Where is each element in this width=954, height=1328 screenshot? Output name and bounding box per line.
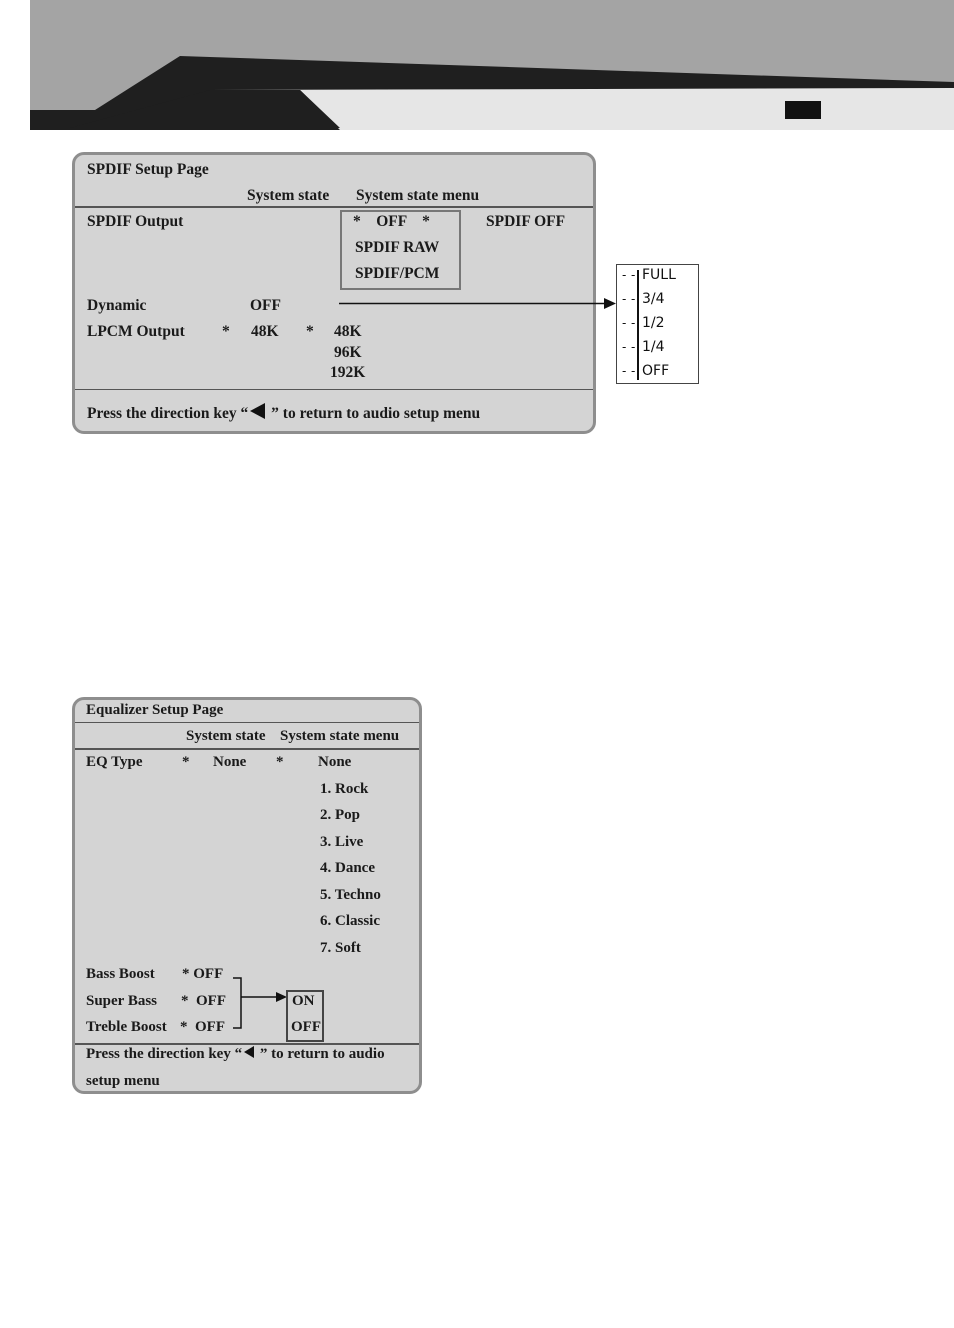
left-triangle-icon [244,1046,254,1058]
eq-title-divider [75,722,419,723]
level-dash: - [631,292,636,306]
eq-option-classic[interactable]: 6. Classic [320,913,380,929]
eq-state-marker: * [182,754,190,770]
level-dash: - [622,292,627,306]
eq-header-divider [75,748,419,750]
boost-option-off[interactable]: OFF [291,1019,321,1035]
equalizer-setup-panel [72,697,422,1094]
eq-title: Equalizer Setup Page [86,702,224,718]
page-number-tab [785,101,821,119]
eq-footer-before: Press the direction key “ [86,1046,243,1062]
dynamic-label: Dynamic [87,297,147,314]
eq-footer-after: ” to return to audio [256,1046,385,1062]
lpcm-option-96k[interactable]: 96K [334,344,362,361]
level-3-4[interactable]: 3/4 [642,291,665,307]
spdif-footer-before: Press the direction key “ [87,405,249,422]
eq-footer-line2: setup menu [86,1073,160,1089]
eq-option-techno[interactable]: 5. Techno [320,887,381,903]
boost-option-on[interactable]: ON [292,993,315,1009]
level-off[interactable]: OFF [642,363,670,379]
eq-option-rock[interactable]: 1. Rock [320,781,369,797]
spdif-col-system-state-menu: System state menu [356,187,480,204]
spdif-output-label: SPDIF Output [87,213,184,230]
dynamic-state: OFF [250,297,281,314]
eq-option-dance[interactable]: 4. Dance [320,860,375,876]
level-1-4[interactable]: 1/4 [642,339,665,355]
spdif-footer-text [87,403,480,423]
eq-state: None [213,754,247,770]
eq-footer-divider [75,1043,419,1045]
spdif-footer-after: ” to return to audio setup menu [267,405,481,422]
lpcm-option-48k[interactable]: 48K [334,323,362,340]
level-dash: - [622,268,627,282]
lpcm-state: 48K [251,323,279,340]
level-dash: - [631,364,636,378]
level-dash: - [622,316,627,330]
level-dash: - [631,316,636,330]
boost-options-box[interactable] [286,990,324,1042]
spdif-option-off[interactable]: * OFF * [353,213,430,230]
treble-boost-state: * OFF [180,1019,225,1035]
levels-vertical-line [637,270,639,380]
dynamic-arrow [336,296,618,312]
lpcm-option-192k[interactable]: 192K [330,364,366,381]
eq-option-none[interactable]: None [318,754,352,770]
eq-menu-marker: * [276,754,284,770]
level-dash: - [631,340,636,354]
eq-option-pop[interactable]: 2. Pop [320,807,361,823]
left-triangle-icon [250,403,265,419]
spdif-title: SPDIF Setup Page [87,161,209,178]
eq-col-system-state: System state [186,728,266,744]
spdif-output-options-box[interactable] [340,210,461,290]
eq-col-system-state-menu: System state menu [280,728,400,744]
spdif-header-divider [75,206,593,208]
lpcm-menu-marker: * [306,323,314,340]
level-dash: - [622,364,627,378]
spdif-option-pcm[interactable]: SPDIF/PCM [355,265,440,282]
eq-type-label: EQ Type [86,754,143,770]
treble-boost-label: Treble Boost [86,1019,167,1035]
super-bass-label: Super Bass [86,993,158,1009]
spdif-setup-panel [72,152,596,434]
level-dash: - [622,340,627,354]
spdif-off-note: SPDIF OFF [486,213,566,230]
level-dash: - [631,268,636,282]
level-full[interactable]: FULL [642,267,676,283]
eq-footer-text [86,1046,385,1063]
eq-option-soft[interactable]: 7. Soft [320,940,361,956]
lpcm-state-marker: * [222,323,230,340]
lpcm-output-label: LPCM Output [87,323,185,340]
eq-option-live[interactable]: 3. Live [320,834,364,850]
boost-bracket-arrow [230,975,290,1031]
bass-boost-label: Bass Boost [86,966,155,982]
level-1-2[interactable]: 1/2 [642,315,665,331]
page-header-banner [0,0,954,130]
spdif-footer-divider [75,389,593,390]
dynamic-levels-box [616,264,699,384]
spdif-option-raw[interactable]: SPDIF RAW [355,239,440,256]
spdif-col-system-state: System state [247,187,330,204]
super-bass-state: * OFF [181,993,226,1009]
bass-boost-state: * OFF [182,966,224,982]
